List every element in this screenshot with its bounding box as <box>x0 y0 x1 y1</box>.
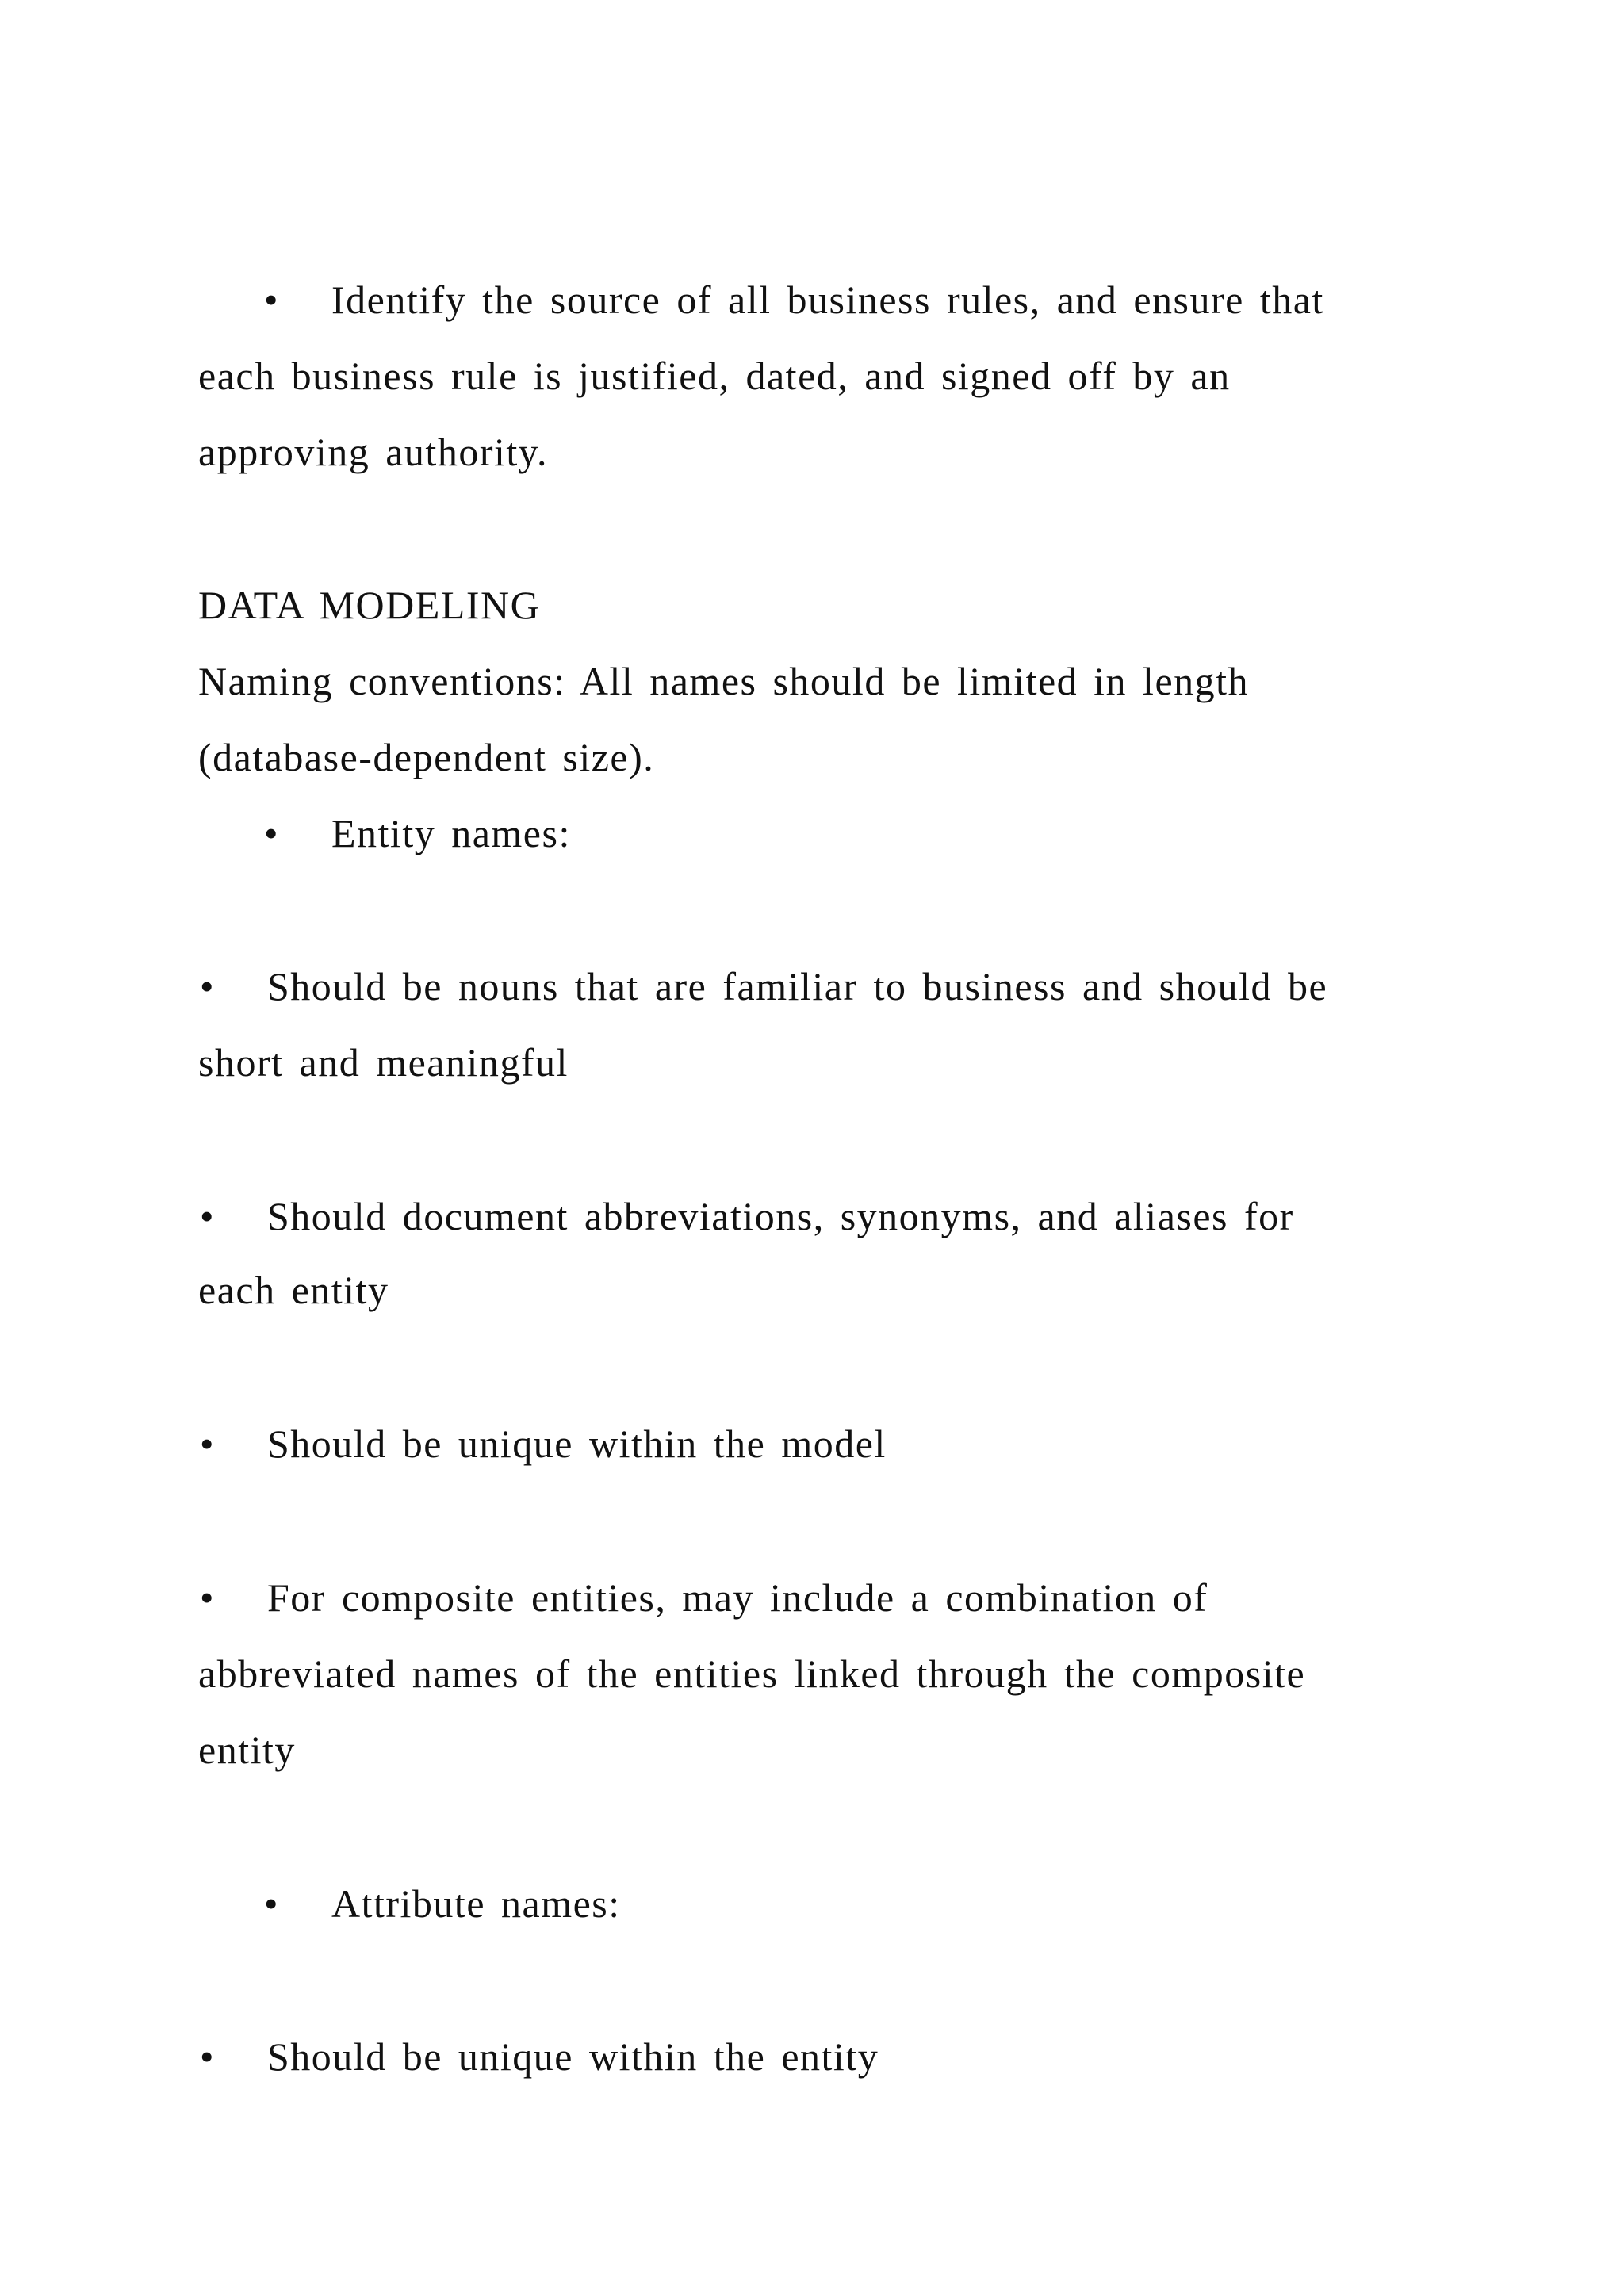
bullet-icon: • <box>200 1194 214 1238</box>
entity-item-4-line-2: abbreviated names of the entities linked through the composite <box>198 1651 1306 1696</box>
bullet-icon: • <box>264 277 278 322</box>
bullet-icon: • <box>264 811 278 855</box>
bullet-icon: • <box>200 1422 214 1466</box>
entity-item-1-line-2: short and meaningful <box>198 1040 569 1085</box>
entity-item-4-line-1: For composite entities, may include a combination of <box>267 1575 1208 1620</box>
naming-conventions-line-1: Naming conventions: All names should be limited in length <box>198 659 1250 703</box>
bullet-icon: • <box>200 1575 214 1620</box>
section-heading: DATA MODELING <box>198 583 541 627</box>
entity-item-4-line-3: entity <box>198 1728 296 1772</box>
attribute-names-label: Attribute names: <box>331 1881 621 1926</box>
entity-names-label: Entity names: <box>331 811 571 855</box>
bullet-icon: • <box>264 1881 278 1926</box>
business-rules-line-3: approving authority. <box>198 430 549 474</box>
bullet-icon: • <box>200 964 214 1008</box>
entity-item-1-line-1: Should be nouns that are familiar to business and should be <box>267 964 1328 1008</box>
bullet-icon: • <box>200 2034 214 2079</box>
entity-item-3-line-1: Should be unique within the model <box>267 1422 887 1466</box>
entity-item-2-line-1: Should document abbreviations, synonyms, and aliases for <box>267 1194 1294 1238</box>
entity-item-2-line-2: each entity <box>198 1268 389 1312</box>
business-rules-line-2: each business rule is justified, dated, and signed off by an <box>198 354 1231 398</box>
naming-conventions-line-2: (database-dependent size). <box>198 735 655 779</box>
business-rules-line-1: Identify the source of all business rules, and ensure that <box>331 277 1324 322</box>
attribute-item-1-line-1: Should be unique within the entity <box>267 2034 879 2079</box>
